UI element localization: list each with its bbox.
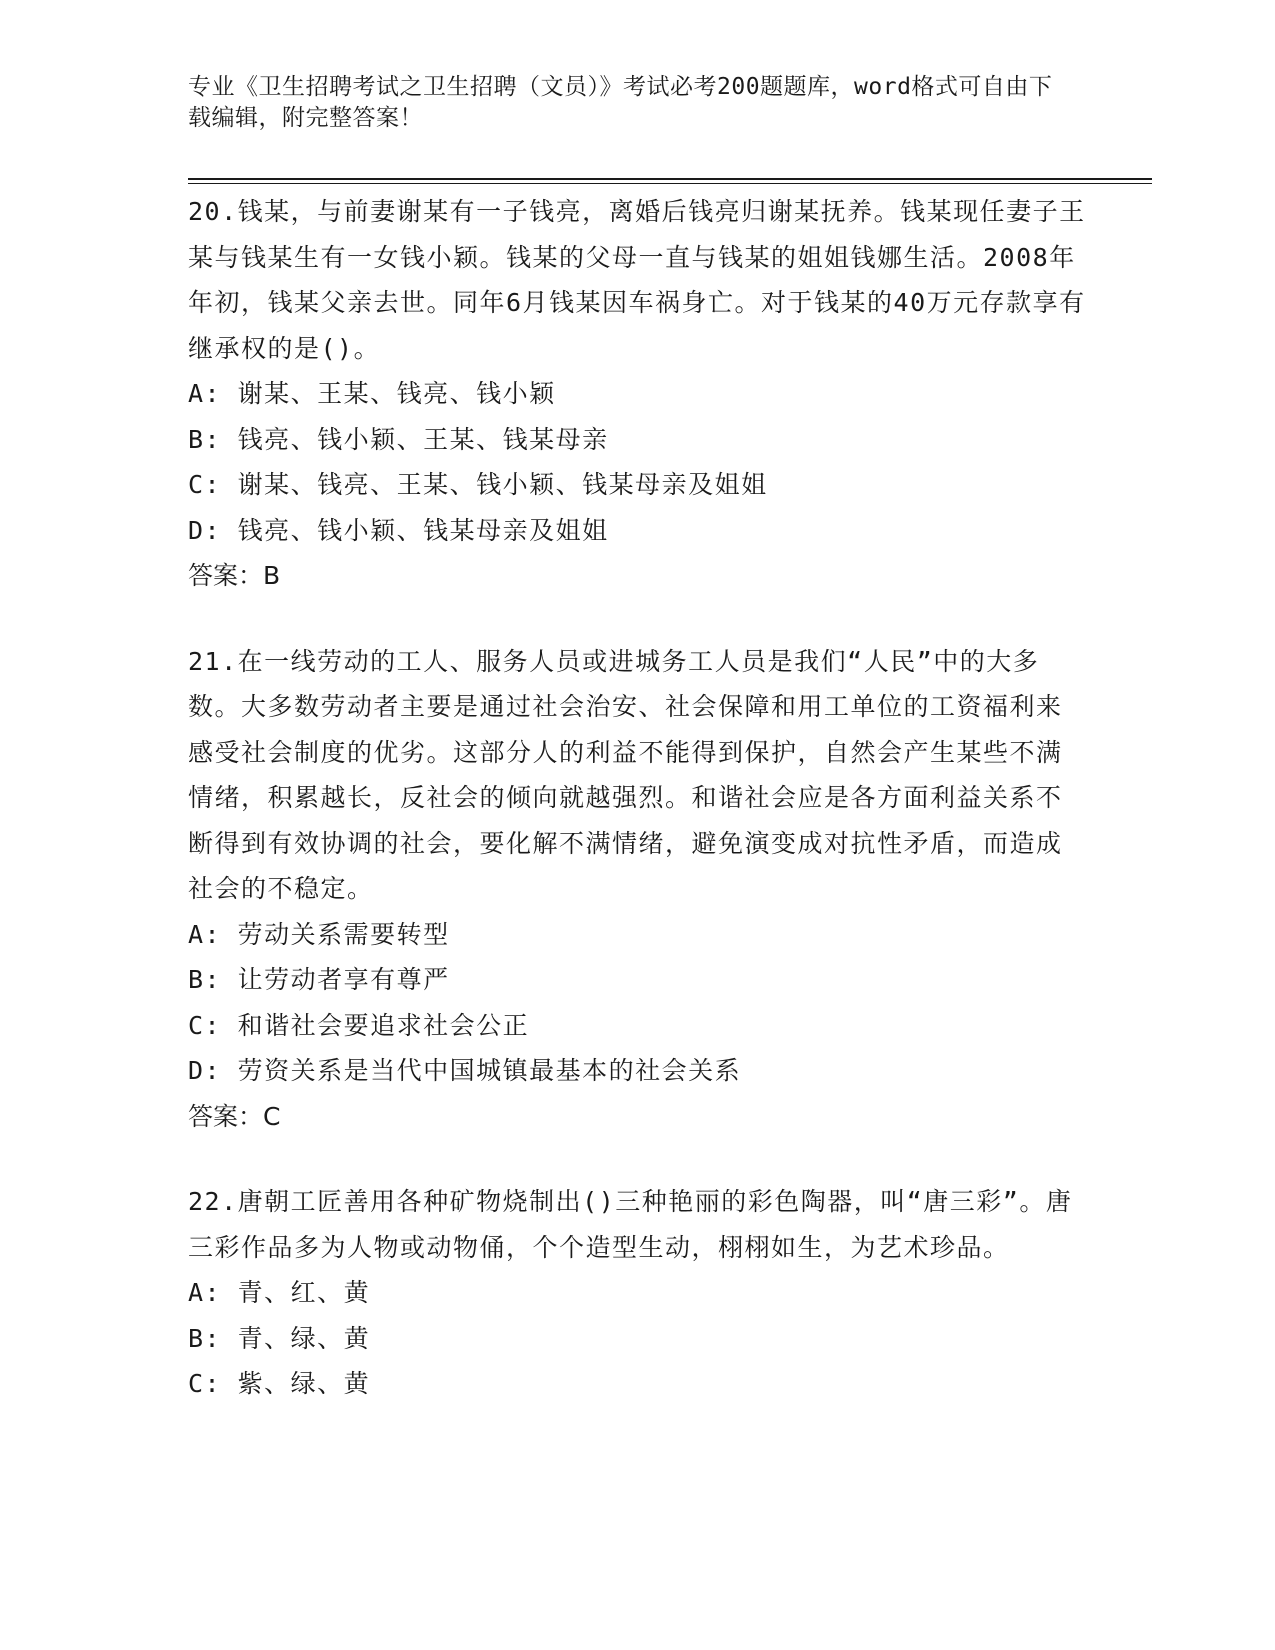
- option-b: B: 青、绿、黄: [188, 1323, 371, 1353]
- answer-line: 答案：C: [188, 1101, 281, 1131]
- option-a: A: 青、红、黄: [188, 1278, 371, 1307]
- question-22: [188, 1179, 1088, 1407]
- answer-line: 答案：B: [188, 561, 281, 590]
- header-divider-thin: [188, 183, 1152, 184]
- question-21: [188, 639, 1088, 1140]
- question-stem: 20.钱某，与前妻谢某有一子钱亮，离婚后钱亮归谢某抚养。钱某现任妻子王某与钱某生有一女钱小颖。钱某的父母一直与钱某的姐姐钱娜生活。2008年年初，钱某父亲去世。同年6月钱某因车祸身亡。对于钱某的40万元存款享有继承权的是()。: [188, 197, 1086, 363]
- option-a: A: 谢某、王某、钱亮、钱小颖: [188, 379, 556, 408]
- header-divider-thick: [188, 178, 1152, 180]
- question-list: [188, 189, 1088, 1447]
- option-c: C: 谢某、钱亮、王某、钱小颖、钱某母亲及姐姐: [188, 470, 768, 499]
- option-c: C: 紫、绿、黄: [188, 1369, 371, 1398]
- option-c: C: 和谐社会要追求社会公正: [188, 1010, 530, 1040]
- document-header: 专业《卫生招聘考试之卫生招聘（文员）》考试必考200题题库，word格式可自由下载编辑，附完整答案！: [188, 74, 1053, 131]
- option-b: B: 让劳动者享有尊严: [188, 965, 450, 994]
- question-stem: 22.唐朝工匠善用各种矿物烧制出()三种艳丽的彩色陶器，叫“唐三彩”。唐三彩作品多为人物或动物俑，个个造型生动，栩栩如生，为艺术珍品。: [188, 1187, 1073, 1262]
- question-20: [188, 189, 1088, 599]
- question-stem: 21.在一线劳动的工人、服务人员或进城务工人员是我们“人民”中的大多数。大多数劳动者主要是通过社会治安、社会保障和用工单位的工资福利来感受社会制度的优劣。这部分人的利益不能得到保护，自然会产生某些不满情绪，积累越长，反社会的倾向就越强烈。和谐社会应是各方面利益关系不断得到有效协调的社会，要化解不满情绪，避免演变成对抗性矛盾，而造成社会的不稳定。: [188, 646, 1063, 903]
- option-b: B: 钱亮、钱小颖、王某、钱某母亲: [188, 424, 609, 454]
- option-a: A: 劳动关系需要转型: [188, 919, 450, 949]
- option-d: D: 钱亮、钱小颖、钱某母亲及姐姐: [188, 515, 609, 545]
- option-d: D: 劳资关系是当代中国城镇最基本的社会关系: [188, 1056, 742, 1085]
